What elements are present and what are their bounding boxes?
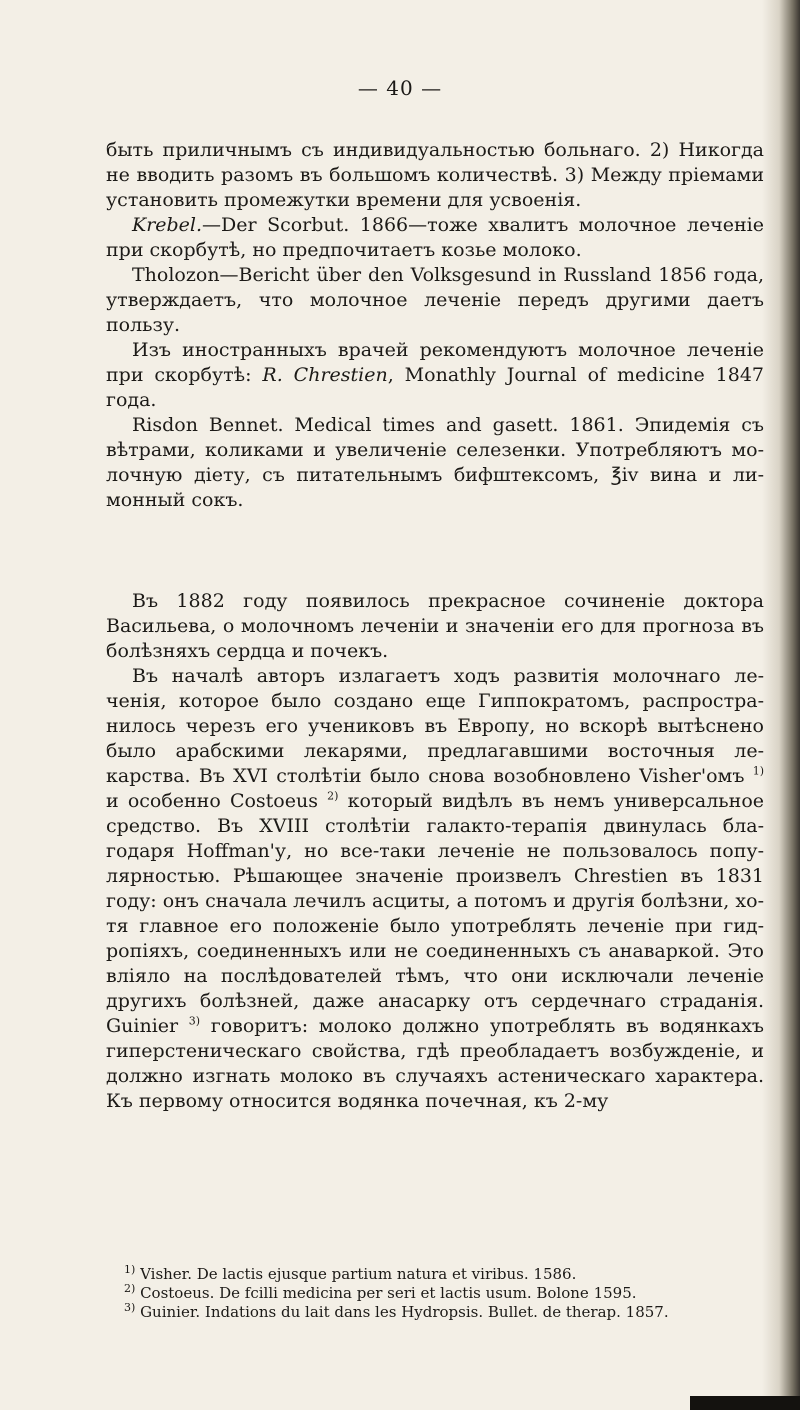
- footnote-ref: 3): [188, 1014, 201, 1028]
- author-name: R. Chrestien: [262, 364, 388, 386]
- paragraph: Krebel.—Der Scorbut. 1866—тоже хвалитъ молочное леченiе при скорбутѣ, но предпочитаетъ козье молоко.: [106, 214, 764, 261]
- footnote-ref: 1): [752, 764, 764, 778]
- paragraph: Въ 1882 году появилось прекрасное сочиненiе доктора Васильева, о молочномъ леченiи и значенiи его для прогноза въ болѣзняхъ сердца и почекъ.: [106, 590, 764, 662]
- text-section-1: [106, 138, 764, 513]
- footnote: $^{2)}$ Costoeus. De fcilli medicina per seri et lactis usum. Bolone 1595.: [124, 1284, 637, 1302]
- text-section-2: [106, 589, 764, 1114]
- page-edge-shadow: [762, 0, 800, 1410]
- footnote: $^{1)}$ Visher. De lactis ejusque partium natura et viribus. 1586.: [124, 1265, 577, 1283]
- footnote: $^{3)}$ Guinier. Indations du lait dans les Hydropsis. Bullet. de therap. 1857.: [124, 1303, 669, 1321]
- paragraph: Въ началѣ авторъ излагаетъ ходъ развитiя молочнаго леченiя, которое было создано еще Гиппократомъ, распространилось черезъ его учениковъ въ Европу, но вскорѣ вытѣснено было арабскими лекарями, предлагавшими восточныя лекарства. Въ XVI столѣтiи было снова возобновлено Visher'омъ $^{1)}$ и особенно Costoeus $^{2)}$ который видѣлъ въ немъ универсальное средство. Въ XVIII столѣтiи галакто-терапiя двинулась благодаря Hoffman'у, но все-таки леченiе не пользовалось популярностью. Рѣшающее значенiе произвелъ Chrestien въ 1831 году: онъ сначала лечилъ асциты, а потомъ и другiя болѣзни, хотя главное его положенiе было употреблять леченiе при гидропiяхъ, соединенныхъ или не соединенныхъ съ анаваркой. Это влiяло на послѣдователей тѣмъ, что они исключали леченiе другихъ болѣзней, даже анасарку отъ сердечнаго страданiя. Guinier $^{3)}$ говоритъ: молоко должно употреблять въ водянкахъ гиперстеническаго свойства, гдѣ преобладаетъ возбужденiе, и должно изгнать молоко въ случаяхъ астеническаго характера. Къ первому относится водянка почечная, къ 2-му: [106, 665, 765, 1112]
- paragraph: быть приличнымъ съ индивидуальностью больнаго. 2) Никогда не вводить разомъ въ большомъ количествѣ. 3) Между прiемами установить промежутки времени для усвоенiя.: [106, 139, 764, 211]
- paragraph: Tholozon—Bericht über den Volksgesund in Russland 1856 года, утверждаетъ, что молочное леченiе передъ другими даетъ пользу.: [106, 264, 764, 336]
- author-name: Krebel.: [132, 214, 203, 236]
- footnote-ref: 2): [327, 789, 339, 803]
- page-edge-mark: [690, 1396, 800, 1410]
- footnotes: [106, 1265, 766, 1322]
- paragraph: Risdon Bennet. Medical times and gasett. 1861. Эпидемiя съ вѣтрами, коликами и увеличенiе селезенки. Употребляютъ молочную дiету, съ питательнымъ бифштексомъ, ℥iv вина и лимонный сокъ.: [106, 414, 764, 511]
- paragraph: Изъ иностранныхъ врачей рекомендуютъ молочное леченiе при скорбутѣ: R. Chrestien, Monathly Journal of medicine 1847 года.: [106, 339, 764, 411]
- page-number: — 40 —: [357, 76, 443, 100]
